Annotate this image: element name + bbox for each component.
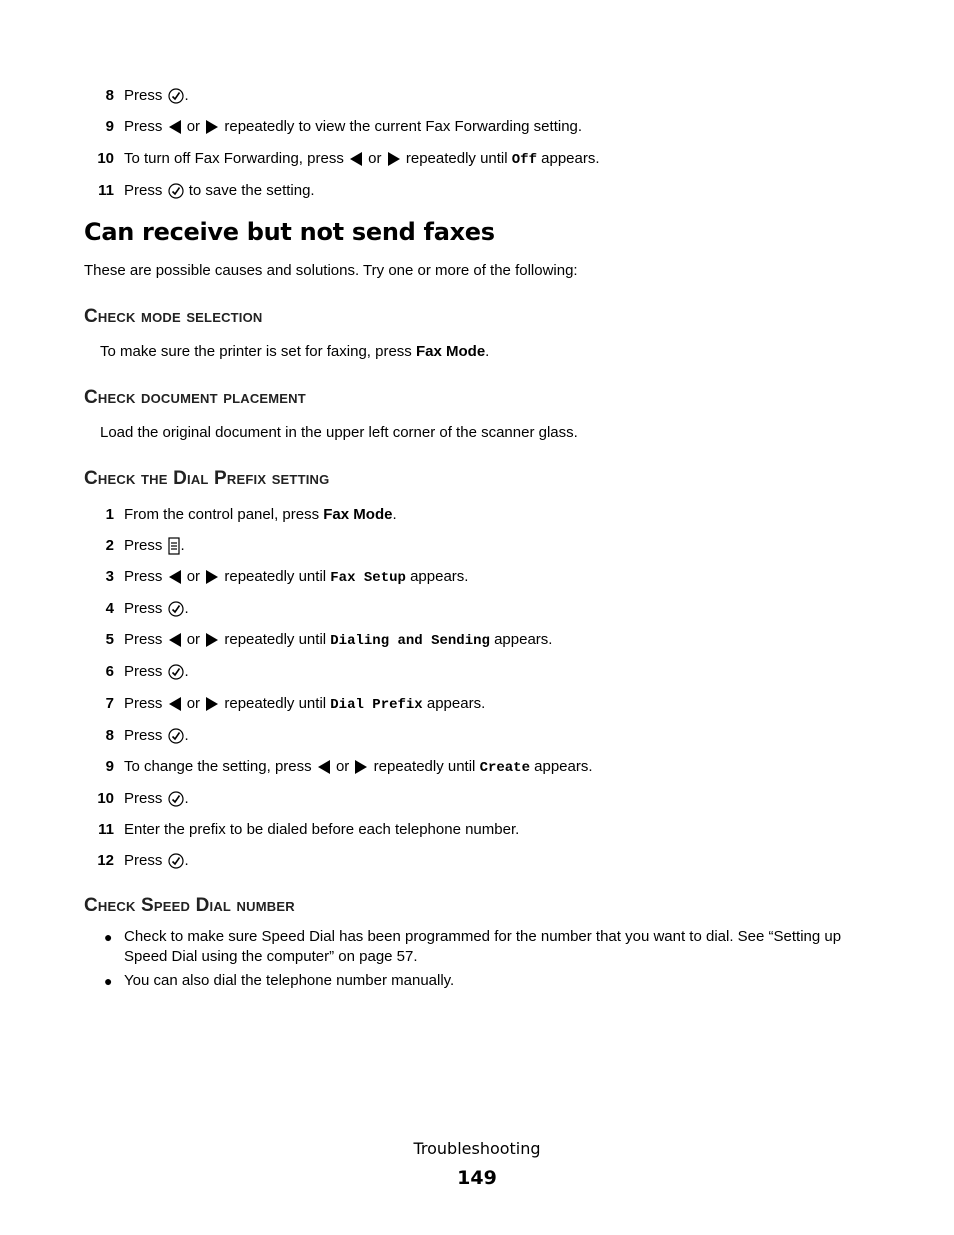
select-check-icon (168, 853, 184, 869)
right-arrow-icon (354, 759, 368, 775)
display-code: Dialing and Sending (330, 633, 490, 649)
step-8-top: 8 Press . (105, 87, 189, 104)
prefix-step: 1 From the control panel, press Fax Mode. (105, 506, 397, 523)
bullet-dot-icon: ● (104, 929, 113, 945)
heading-check-speed-dial: Check Speed Dial number (84, 895, 295, 916)
prefix-step: 10 Press . (97, 790, 189, 807)
right-arrow-icon (205, 696, 219, 712)
bullet-item: ● You can also dial the telephone number manually. (104, 972, 455, 989)
left-arrow-icon (168, 569, 182, 585)
bullet-item: ● Check to make sure Speed Dial has been programmed for the number that you want to dial. See “Setting up Speed Dial using the computer” on page 57. (104, 928, 842, 965)
left-arrow-icon (349, 151, 363, 167)
placement-text: Load the original document in the upper left corner of the scanner glass. (100, 424, 578, 441)
step-11-top: 11 Press to save the setting. (98, 182, 315, 199)
prefix-step: 11 Enter the prefix to be dialed before each telephone number. (98, 821, 520, 838)
display-code: Fax Setup (330, 570, 406, 586)
right-arrow-icon (205, 632, 219, 648)
select-check-icon (168, 88, 184, 104)
prefix-step: 12 Press . (97, 852, 189, 869)
prefix-step: 7 Press or repeatedly until Dial Prefix appears. (105, 695, 486, 713)
prefix-step: 6 Press . (105, 663, 189, 680)
select-check-icon (168, 791, 184, 807)
step-10-top: 10 To turn off Fax Forwarding, press or repeatedly until Off appears. (97, 150, 600, 168)
menu-icon (168, 537, 180, 555)
heading-check-mode: Check mode selection (84, 306, 263, 327)
heading-check-dial-prefix: Check the Dial Prefix setting (84, 468, 330, 489)
bullet-dot-icon: ● (104, 973, 113, 989)
left-arrow-icon (317, 759, 331, 775)
footer-section-name: Troubleshooting (413, 1139, 541, 1158)
right-arrow-icon (205, 119, 219, 135)
select-check-icon (168, 728, 184, 744)
left-arrow-icon (168, 696, 182, 712)
page-title: Can receive but not send faxes (84, 218, 495, 246)
step-text: Press (124, 87, 163, 104)
prefix-step: 5 Press or repeatedly until Dialing and Sending appears. (105, 631, 553, 649)
select-check-icon (168, 601, 184, 617)
left-arrow-icon (168, 119, 182, 135)
select-check-icon (168, 664, 184, 680)
right-arrow-icon (387, 151, 401, 167)
prefix-step: 3 Press or repeatedly until Fax Setup appears. (105, 568, 469, 586)
intro-text: These are possible causes and solutions. Try one or more of the following: (84, 262, 578, 279)
heading-check-placement: Check document placement (84, 387, 306, 408)
mode-text: To make sure the printer is set for faxing, press Fax Mode. (100, 343, 490, 360)
prefix-step: 4 Press . (105, 600, 189, 617)
display-code: Create (479, 760, 530, 776)
left-arrow-icon (168, 632, 182, 648)
right-arrow-icon (205, 569, 219, 585)
prefix-step: 8 Press . (105, 727, 189, 744)
page-number: 149 (457, 1167, 497, 1189)
step-9-top: 9 Press or repeatedly to view the current Fax Forwarding setting. (105, 118, 583, 135)
display-code: Off (511, 152, 537, 168)
display-code: Dial Prefix (330, 697, 423, 713)
prefix-step: 9 To change the setting, press or repeatedly until Create appears. (105, 758, 593, 776)
select-check-icon (168, 183, 184, 199)
prefix-step: 2 Press . (105, 537, 185, 554)
